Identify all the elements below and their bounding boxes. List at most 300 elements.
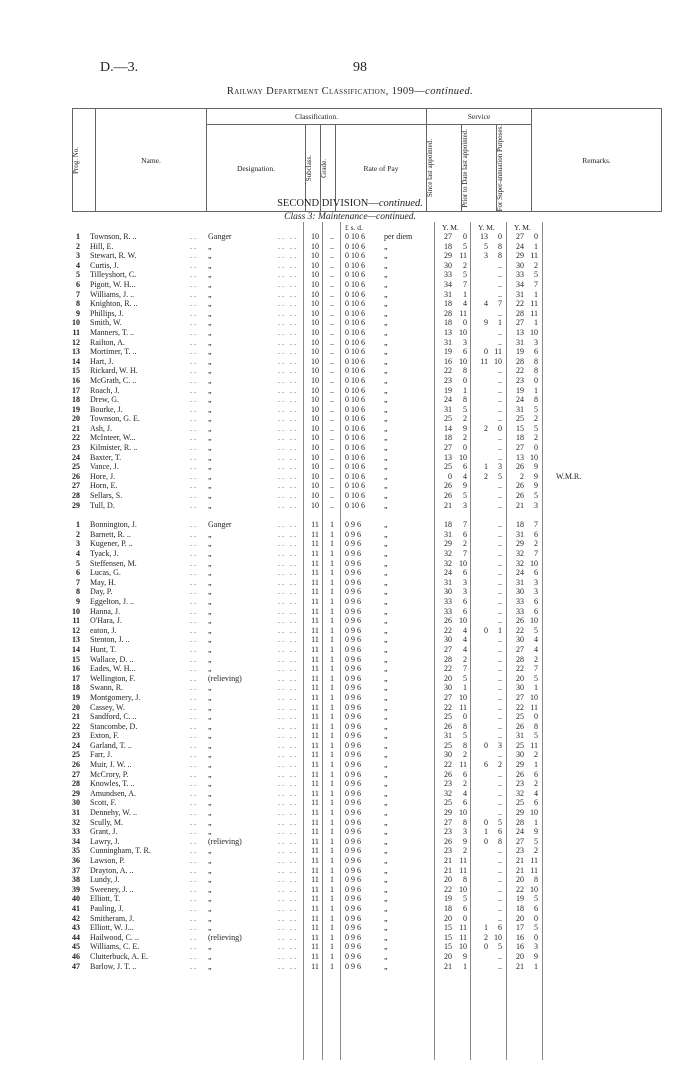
row-per: „	[384, 779, 388, 789]
row-designation: „	[208, 596, 212, 606]
row-prior-years: 0	[484, 942, 488, 952]
row-number: 44	[72, 932, 80, 942]
row-since-months: 6	[463, 462, 467, 472]
row-super-months: 10	[530, 452, 538, 462]
row-super-years: 25	[516, 414, 524, 424]
table-row	[0, 607, 700, 617]
row-grade: 1	[330, 587, 334, 597]
row-super-years: 27	[516, 692, 524, 702]
title-cont: continued.	[425, 86, 474, 97]
row-super-years: 29	[516, 760, 524, 770]
row-super-years: 28	[516, 654, 524, 664]
row-number: 25	[72, 462, 80, 472]
row-since-years: 27	[444, 817, 452, 827]
row-super-months: 10	[530, 558, 538, 568]
row-super-months: 2	[534, 433, 538, 443]
row-rate: 0 9 6	[345, 558, 361, 568]
table-row	[0, 856, 700, 866]
row-name: Roach, J.	[90, 385, 120, 395]
row-prior-months: 1	[498, 625, 502, 635]
row-number: 45	[72, 942, 80, 952]
row-rate: 0 9 6	[345, 932, 361, 942]
row-super-months: 1	[534, 817, 538, 827]
row-number: 35	[72, 846, 80, 856]
row-since-years: 31	[444, 731, 452, 741]
row-rate: 0 10 6	[345, 347, 365, 357]
leader-dots: ..	[190, 308, 198, 318]
row-rate: 0 9 6	[345, 836, 361, 846]
row-designation: „	[208, 452, 212, 462]
row-number: 9	[76, 308, 80, 318]
table-row	[0, 587, 700, 597]
table-row	[0, 386, 700, 396]
row-prior-months: 2	[498, 760, 502, 770]
row-number: 2	[76, 241, 80, 251]
row-number: 8	[76, 299, 80, 309]
row-rate: 0 10 6	[345, 260, 365, 270]
row-prior-months: ..	[498, 712, 502, 722]
row-name: Wellington, F.	[90, 673, 136, 683]
row-number: 15	[72, 366, 80, 376]
row-grade: 1	[330, 664, 334, 674]
row-designation: (relieving)	[208, 932, 242, 942]
table-row	[0, 472, 700, 482]
row-since-years: 23	[444, 779, 452, 789]
row-super-months: 6	[534, 529, 538, 539]
row-rate: 0 10 6	[345, 481, 365, 491]
table-row	[0, 299, 700, 309]
row-since-years: 26	[444, 481, 452, 491]
row-per: „	[384, 654, 388, 664]
row-subclass: 10	[311, 308, 319, 318]
row-super-months: 5	[534, 491, 538, 501]
row-grade: 1	[330, 788, 334, 798]
table-row	[0, 827, 700, 837]
table-row	[0, 885, 700, 895]
row-since-months: 11	[459, 865, 467, 875]
row-prior-years: 2	[484, 471, 488, 481]
leader-dots: .. ..	[278, 836, 298, 846]
row-per: „	[384, 558, 388, 568]
leader-dots: ..	[190, 788, 198, 798]
leader-dots: .. ..	[278, 251, 298, 261]
row-name: Day, P.	[90, 587, 113, 597]
table-row	[0, 280, 700, 290]
row-subclass: 10	[311, 241, 319, 251]
table-row	[0, 232, 700, 242]
row-rate: 0 9 6	[345, 875, 361, 885]
row-prior-months: ..	[498, 520, 502, 530]
leader-dots: .. ..	[278, 635, 298, 645]
leader-dots: ..	[190, 875, 198, 885]
row-grade: 1	[330, 846, 334, 856]
row-name: Hill, E.	[90, 241, 114, 251]
leader-dots: .. ..	[278, 932, 298, 942]
row-rate: 0 9 6	[345, 673, 361, 683]
row-designation: „	[208, 625, 212, 635]
leader-dots: ..	[190, 817, 198, 827]
table-row	[0, 347, 700, 357]
row-prior-months: ..	[498, 644, 502, 654]
row-since-years: 30	[444, 635, 452, 645]
leader-dots: ..	[190, 568, 198, 578]
row-subclass: 11	[311, 568, 319, 578]
row-name: May, H.	[90, 577, 116, 587]
row-subclass: 11	[311, 731, 319, 741]
row-super-months: 6	[534, 769, 538, 779]
table-row	[0, 597, 700, 607]
table-row	[0, 453, 700, 463]
row-prior-months: ..	[498, 539, 502, 549]
row-since-months: 6	[463, 347, 467, 357]
row-grade: 1	[330, 836, 334, 846]
row-grade: 1	[330, 760, 334, 770]
leader-dots: ..	[190, 433, 198, 443]
row-grade: 1	[330, 808, 334, 818]
row-designation: „	[208, 471, 212, 481]
row-designation: „	[208, 423, 212, 433]
table-row	[0, 242, 700, 252]
leader-dots: .. ..	[278, 856, 298, 865]
row-prior-months: ..	[498, 961, 502, 971]
row-rate: 0 10 6	[345, 241, 365, 251]
row-grade: 1	[330, 558, 334, 568]
row-grade: ..	[330, 500, 334, 510]
row-rate: 0 9 6	[345, 587, 361, 597]
row-number: 9	[76, 596, 80, 606]
leader-dots: ..	[190, 865, 198, 875]
row-per: „	[384, 356, 388, 366]
row-name: Knowles, T. ..	[90, 779, 135, 789]
row-super-years: 24	[516, 827, 524, 837]
leader-dots: .. ..	[278, 577, 298, 587]
leader-dots: .. ..	[278, 481, 298, 491]
row-number: 23	[72, 731, 80, 741]
leader-dots: .. ..	[278, 875, 298, 885]
row-super-years: 23	[516, 779, 524, 789]
leader-dots: .. ..	[278, 404, 298, 414]
row-name: McCrory, P.	[90, 769, 129, 779]
row-prior-months: 11	[494, 347, 502, 357]
row-per: „	[384, 568, 388, 578]
row-super-months: 3	[534, 942, 538, 952]
row-since-years: 19	[444, 894, 452, 904]
leader-dots: ..	[190, 520, 198, 530]
row-since-years: 0	[448, 471, 452, 481]
row-subclass: 11	[311, 625, 319, 635]
row-grade: 1	[330, 961, 334, 971]
leader-dots: .. ..	[278, 443, 298, 453]
row-since-months: 10	[459, 616, 467, 626]
leader-dots: .. ..	[278, 712, 298, 722]
row-since-years: 26	[444, 721, 452, 731]
leader-dots: .. ..	[278, 644, 298, 654]
row-prior-months: ..	[498, 568, 502, 578]
row-designation: „	[208, 347, 212, 357]
row-super-months: 5	[534, 894, 538, 904]
header-designation: Designation.	[207, 125, 306, 212]
leader-dots: .. ..	[278, 846, 298, 856]
row-prior-months: ..	[498, 731, 502, 741]
table-row	[0, 635, 700, 645]
row-prior-months: ..	[498, 673, 502, 683]
row-per: „	[384, 635, 388, 645]
row-subclass: 10	[311, 289, 319, 299]
row-designation: „	[208, 644, 212, 654]
leader-dots: ..	[190, 750, 198, 760]
row-subclass: 11	[311, 549, 319, 558]
table-row	[0, 760, 700, 770]
row-super-years: 21	[516, 856, 524, 865]
row-grade: 1	[330, 884, 334, 894]
table-row	[0, 693, 700, 703]
row-super-years: 29	[516, 808, 524, 818]
row-per: „	[384, 913, 388, 923]
row-number: 2	[76, 529, 80, 539]
group-subclass-10	[0, 232, 700, 510]
leader-dots: .. ..	[278, 702, 298, 712]
table-row	[0, 270, 700, 280]
row-super-months: 4	[534, 635, 538, 645]
row-number: 34	[72, 836, 80, 846]
table-row	[0, 655, 700, 665]
row-prior-months: 1	[498, 318, 502, 328]
row-super-months: 5	[534, 923, 538, 933]
leader-dots: ..	[190, 481, 198, 491]
leader-dots: ..	[190, 241, 198, 251]
row-designation: (relieving)	[208, 673, 242, 683]
row-designation: „	[208, 500, 212, 510]
table-row	[0, 942, 700, 952]
row-name: Drayton, A. ..	[90, 865, 134, 875]
table-row	[0, 578, 700, 588]
table-row	[0, 251, 700, 261]
row-since-years: 20	[444, 673, 452, 683]
row-name: Hart, J.	[90, 356, 114, 366]
row-super-months: 11	[530, 740, 538, 750]
row-number: 11	[72, 616, 80, 626]
row-super-months: 1	[534, 241, 538, 251]
row-grade: 1	[330, 577, 334, 587]
row-subclass: 11	[311, 875, 319, 885]
table-row	[0, 875, 700, 885]
row-name: Eggelton, J. ..	[90, 596, 134, 606]
row-number: 30	[72, 798, 80, 808]
row-since-years: 25	[444, 712, 452, 722]
leader-dots: .. ..	[278, 923, 298, 933]
row-designation: „	[208, 913, 212, 923]
header-name: Name.	[96, 109, 207, 212]
row-subclass: 10	[311, 414, 319, 424]
row-rate: 0 10 6	[345, 279, 365, 289]
row-since-years: 21	[444, 865, 452, 875]
row-subclass: 11	[311, 558, 319, 568]
row-designation: „	[208, 558, 212, 568]
leader-dots: ..	[190, 625, 198, 635]
row-prior-months: 5	[498, 471, 502, 481]
row-grade: 1	[330, 750, 334, 760]
row-subclass: 10	[311, 279, 319, 289]
row-prior-months: ..	[498, 577, 502, 587]
row-since-years: 33	[444, 596, 452, 606]
row-number: 20	[72, 702, 80, 712]
row-since-years: 20	[444, 875, 452, 885]
row-rate: 0 10 6	[345, 318, 365, 328]
row-super-months: 11	[530, 702, 538, 712]
leader-dots: ..	[190, 539, 198, 549]
row-since-years: 26	[444, 836, 452, 846]
row-rate: 0 9 6	[345, 596, 361, 606]
leader-dots: ..	[190, 932, 198, 942]
row-designation: „	[208, 337, 212, 347]
row-name: Wallace, D. ..	[90, 654, 134, 664]
leader-dots: .. ..	[278, 951, 298, 961]
row-per: „	[384, 327, 388, 337]
leader-dots: ..	[190, 279, 198, 289]
row-number: 31	[72, 808, 80, 818]
row-super-months: 6	[534, 347, 538, 357]
row-prior-months: ..	[498, 452, 502, 462]
row-super-years: 34	[516, 279, 524, 289]
table-row	[0, 933, 700, 943]
row-since-months: 2	[463, 414, 467, 424]
row-grade: 1	[330, 683, 334, 693]
row-since-years: 23	[444, 375, 452, 385]
row-super-years: 32	[516, 788, 524, 798]
row-name: Sweeney, J. ..	[90, 884, 134, 894]
table-row	[0, 750, 700, 760]
leader-dots: ..	[190, 462, 198, 472]
row-grade: 1	[330, 606, 334, 616]
row-since-years: 31	[444, 404, 452, 414]
row-since-years: 29	[444, 251, 452, 261]
row-since-years: 22	[444, 884, 452, 894]
row-since-months: 2	[463, 750, 467, 760]
row-grade: 1	[330, 702, 334, 712]
row-since-years: 32	[444, 788, 452, 798]
row-super-years: 32	[516, 558, 524, 568]
row-prior-months: ..	[498, 385, 502, 395]
row-prior-months: 6	[498, 923, 502, 933]
row-since-years: 13	[444, 452, 452, 462]
row-subclass: 11	[311, 942, 319, 952]
row-since-months: 11	[459, 856, 467, 865]
row-name: Smitheram, J.	[90, 913, 135, 923]
row-per: „	[384, 395, 388, 405]
row-per: „	[384, 760, 388, 770]
row-designation: „	[208, 654, 212, 664]
row-prior-months: ..	[498, 702, 502, 712]
row-prior-months: ..	[498, 846, 502, 856]
leader-dots: ..	[190, 558, 198, 568]
row-designation: „	[208, 327, 212, 337]
row-per: „	[384, 337, 388, 347]
row-super-months: 8	[534, 366, 538, 376]
row-grade: 1	[330, 951, 334, 961]
row-per: „	[384, 549, 388, 558]
table-row	[0, 433, 700, 443]
row-subclass: 11	[311, 865, 319, 875]
row-designation: „	[208, 616, 212, 626]
header-rate: Rate of Pay	[336, 125, 427, 212]
row-since-years: 23	[444, 846, 452, 856]
row-grade: ..	[330, 308, 334, 318]
leader-dots: ..	[190, 884, 198, 894]
row-since-years: 31	[444, 529, 452, 539]
row-per: „	[384, 625, 388, 635]
row-super-months: 8	[534, 875, 538, 885]
row-rate: 0 9 6	[345, 606, 361, 616]
row-per: „	[384, 903, 388, 913]
row-designation: „	[208, 951, 212, 961]
row-name: Exton, F.	[90, 731, 119, 741]
row-name: Baxter, T.	[90, 452, 122, 462]
row-designation: „	[208, 961, 212, 971]
leader-dots: ..	[190, 318, 198, 328]
leader-dots: ..	[190, 692, 198, 702]
row-since-years: 18	[444, 433, 452, 443]
leader-dots: .. ..	[278, 347, 298, 357]
row-subclass: 10	[311, 366, 319, 376]
row-since-months: 4	[463, 644, 467, 654]
unit-ym-3: Y. M.	[514, 223, 531, 232]
row-super-years: 18	[516, 433, 524, 443]
row-per: „	[384, 299, 388, 309]
division-main: SECOND DIVISION—	[277, 198, 379, 209]
row-since-months: 7	[463, 664, 467, 674]
row-grade: 1	[330, 856, 334, 865]
row-grade: ..	[330, 395, 334, 405]
row-since-months: 0	[463, 913, 467, 923]
row-designation: „	[208, 788, 212, 798]
leader-dots: ..	[190, 856, 198, 865]
table-row	[0, 962, 700, 972]
row-grade: ..	[330, 375, 334, 385]
row-name: Dennehy, W. ..	[90, 808, 138, 818]
leader-dots: ..	[190, 760, 198, 770]
row-prior-months: ..	[498, 366, 502, 376]
row-name: Curtis, J.	[90, 260, 119, 270]
row-rate: 0 9 6	[345, 539, 361, 549]
page-ref: D.—3.	[100, 60, 139, 75]
table-row	[0, 616, 700, 626]
row-name: Swann, R.	[90, 683, 124, 693]
row-number: 27	[72, 769, 80, 779]
row-prior-months: ..	[498, 769, 502, 779]
row-grade: 1	[330, 769, 334, 779]
leader-dots: ..	[190, 500, 198, 510]
row-super-months: 5	[534, 673, 538, 683]
leader-dots: ..	[190, 913, 198, 923]
leader-dots: ..	[190, 942, 198, 952]
row-name: Barnett, R. ..	[90, 529, 131, 539]
row-since-months: 10	[459, 808, 467, 818]
row-subclass: 10	[311, 299, 319, 309]
row-since-years: 26	[444, 769, 452, 779]
row-since-months: 6	[463, 769, 467, 779]
row-super-years: 30	[516, 750, 524, 760]
row-super-years: 20	[516, 951, 524, 961]
row-super-months: 11	[530, 865, 538, 875]
row-super-months: 2	[534, 414, 538, 424]
row-subclass: 10	[311, 337, 319, 347]
leader-dots: ..	[190, 664, 198, 674]
row-grade: 1	[330, 692, 334, 702]
row-name: Ash, J.	[90, 423, 113, 433]
row-super-months: 5	[534, 270, 538, 280]
row-prior-months: 8	[498, 836, 502, 846]
row-since-months: 2	[463, 654, 467, 664]
